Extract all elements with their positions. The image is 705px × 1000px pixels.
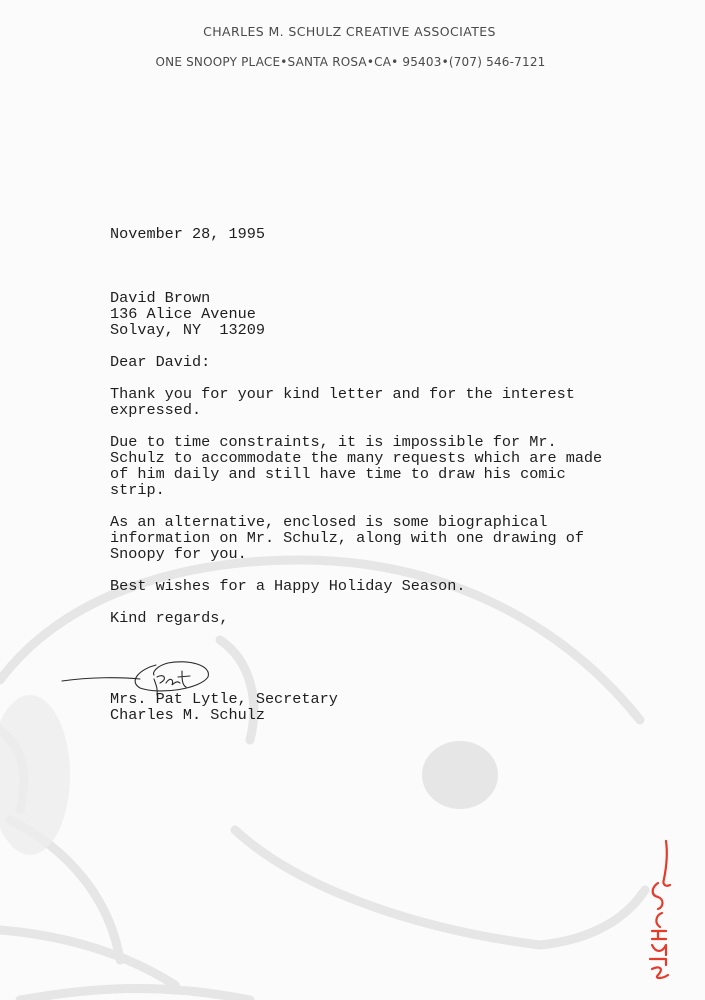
paragraph-line: strip. [110,481,165,499]
closing: Kind regards, [110,609,229,627]
paragraph-line: information on Mr. Schulz, along with one drawing of [110,529,584,547]
paragraph-line: Best wishes for a Happy Holiday Season. [110,577,466,595]
paragraph-line: Thank you for your kind letter and for the interest [110,385,575,403]
paragraph-line: Due to time constraints, it is impossible for Mr. [110,433,557,451]
recipient-name: David Brown [110,289,211,307]
paragraph-line: of him daily and still have time to draw his comic [110,465,566,483]
letterhead-address: ONE SNOOPY PLACE•SANTA ROSA•CA• 95403•(707) 546-7121 [155,55,546,69]
recipient-city: Solvay, NY 13209 [110,321,265,339]
letterhead-organization: CHARLES M. SCHULZ CREATIVE ASSOCIATES [203,24,496,39]
paragraph-wishes [110,578,630,594]
paragraph-line: Schulz to accommodate the many requests which are made [110,449,603,467]
schulz-signature-icon [628,835,678,980]
paragraph-line: expressed. [110,401,202,419]
signer-name-title: Mrs. Pat Lytle, Secretary [110,690,338,708]
salutation: Dear David: [110,353,211,371]
paragraph-constraints [110,434,630,498]
paragraph-line: Snoopy for you. [110,545,247,563]
letter-date: November 28, 1995 [110,225,265,243]
recipient-street: 136 Alice Avenue [110,305,256,323]
paragraph-line: As an alternative, enclosed is some biographical [110,513,548,531]
paragraph-alternative [110,514,630,562]
signer-organization: Charles M. Schulz [110,706,265,724]
paragraph-thanks [110,386,630,418]
